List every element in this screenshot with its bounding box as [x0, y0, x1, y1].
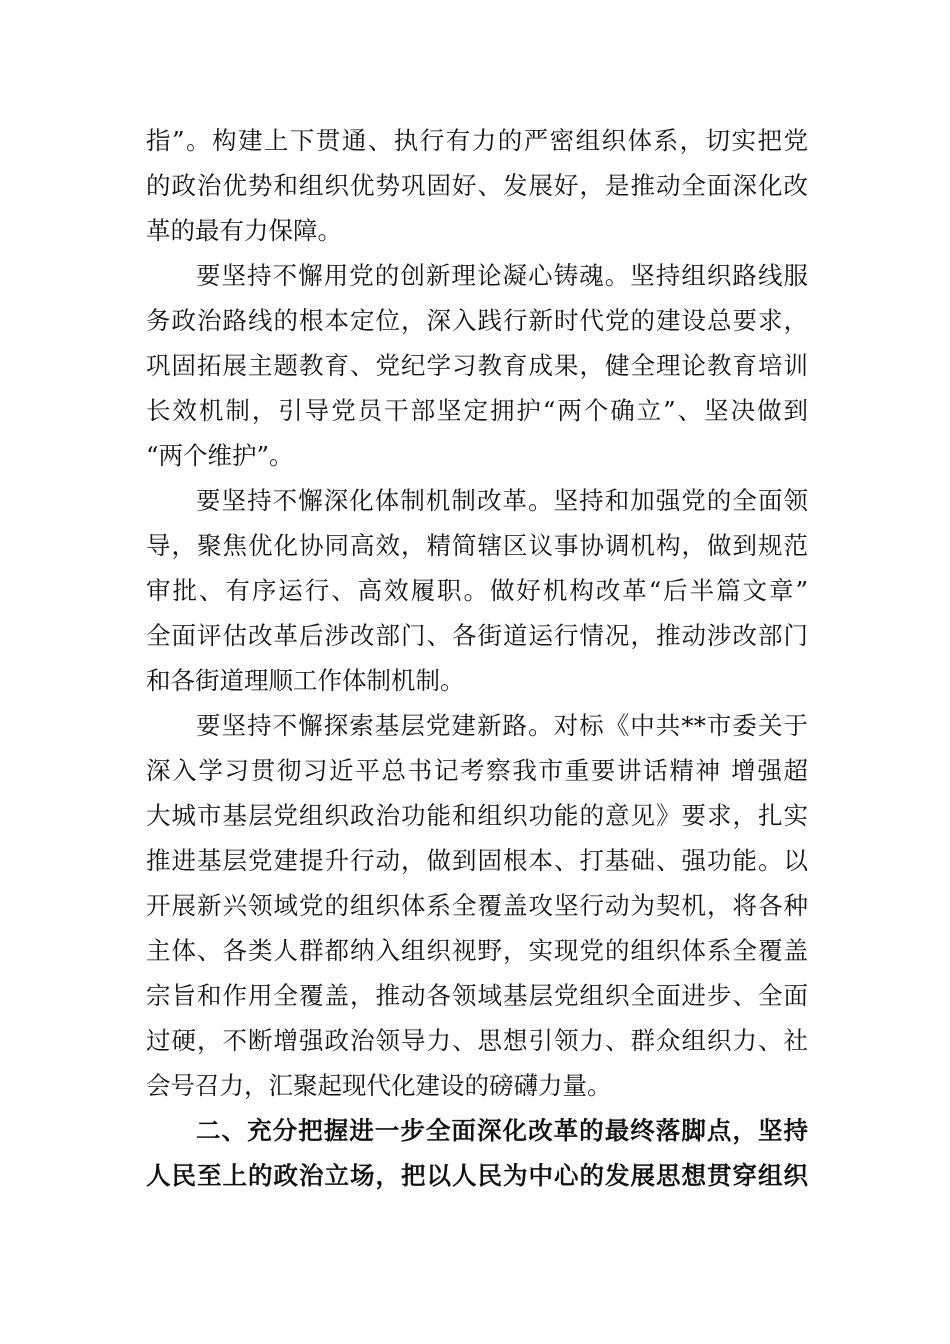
text-line: 的政治优势和组织优势巩固好、发展好，是推动全面深化改 — [146, 171, 808, 200]
text-line: 主体、各类人群都纳入组织视野，实现党的组织体系全覆盖 — [146, 936, 808, 965]
text-line: 要坚持不懈探索基层党建新路。对标《中共**市委关于 — [196, 711, 808, 740]
paragraph-grassroots — [146, 703, 808, 1108]
paragraph-continuation — [146, 118, 808, 253]
document-body — [146, 118, 808, 1198]
paragraph-reform — [146, 478, 808, 703]
text-line: 务政治路线的根本定位，深入践行新时代党的建设总要求， — [146, 306, 808, 335]
text-line: 审批、有序运行、高效履职。做好机构改革“后半篇文章” — [146, 576, 808, 605]
text-line: 开展新兴领域党的组织体系全覆盖攻坚行动为契机，将各种 — [146, 891, 808, 920]
text-line: 要坚持不懈深化体制机制改革。坚持和加强党的全面领 — [196, 486, 808, 515]
paragraph-theory — [146, 253, 808, 478]
text-line: 大城市基层党组织政治功能和组织功能的意见》要求，扎实 — [146, 801, 808, 830]
text-line: 长效机制，引导党员干部坚定拥护“两个确立”、坚决做到 — [146, 396, 808, 425]
section-heading — [146, 1108, 808, 1198]
text-line: 过硬，不断增强政治领导力、思想引领力、群众组织力、社 — [146, 1026, 808, 1055]
text-line: 革的最有力保障。 — [146, 216, 342, 245]
text-line: 全面评估改革后涉改部门、各街道运行情况，推动涉改部门 — [146, 621, 808, 650]
text-line: 和各街道理顺工作体制机制。 — [146, 666, 465, 695]
heading-line: 二、充分把握进一步全面深化改革的最终落脚点，坚持 — [196, 1116, 808, 1145]
text-line: 会号召力，汇聚起现代化建设的磅礴力量。 — [146, 1071, 612, 1100]
text-line: 导，聚焦优化协同高效，精简辖区议事协调机构，做到规范 — [146, 531, 808, 560]
text-line: 要坚持不懈用党的创新理论凝心铸魂。坚持组织路线服 — [196, 261, 808, 290]
text-line: 深入学习贯彻习近平总书记考察我市重要讲话精神 增强超 — [146, 756, 808, 785]
heading-line: 人民至上的政治立场，把以人民为中心的发展思想贯穿组织 — [146, 1161, 808, 1190]
text-line: 宗旨和作用全覆盖，推动各领域基层党组织全面进步、全面 — [146, 981, 808, 1010]
text-line: 推进基层党建提升行动，做到固根本、打基础、强功能。以 — [146, 846, 808, 875]
text-line: 巩固拓展主题教育、党纪学习教育成果，健全理论教育培训 — [146, 351, 808, 380]
text-line: “两个维护”。 — [146, 441, 294, 470]
text-line: 指”。构建上下贯通、执行有力的严密组织体系，切实把党 — [146, 126, 808, 155]
